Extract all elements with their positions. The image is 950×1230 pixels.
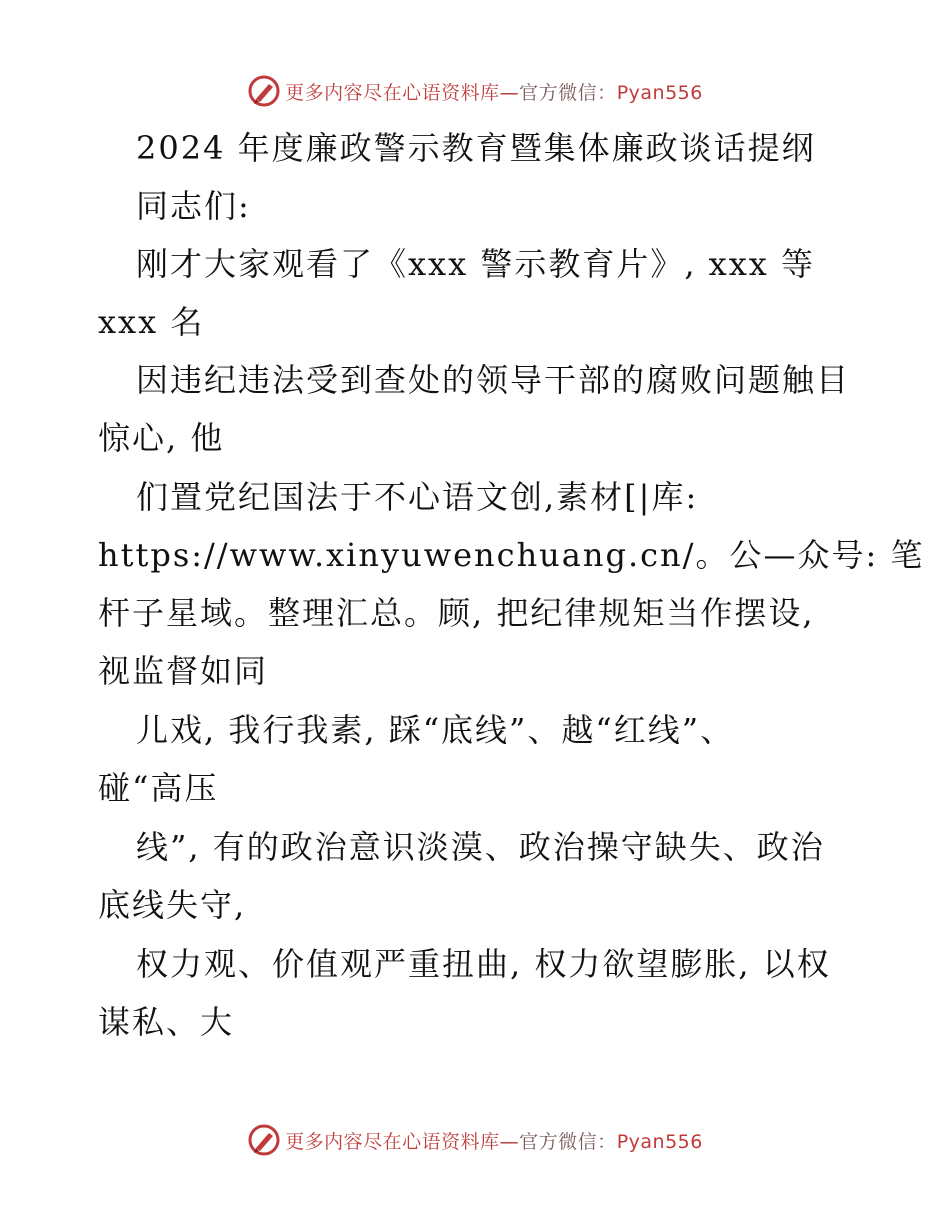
body-line-8: 杆子星域。整理汇总。顾, 把纪律规矩当作摆设, [98, 594, 815, 632]
pen-logo-icon [247, 1123, 281, 1157]
body-line-11: 碰“高压 [98, 769, 219, 807]
body-line-6: 们置党纪国法于不心语文创,素材[|库: [136, 478, 699, 516]
body-line-10: 儿戏, 我行我素, 踩“底线”、越“红线”、 [136, 711, 735, 749]
header-dash: — [499, 81, 520, 104]
body-line-2: 刚才大家观看了《xxx 警示教育片》, xxx 等 [136, 245, 815, 283]
body-line-1: 同志们: [136, 187, 251, 225]
body-line-12: 线”, 有的政治意识淡漠、政治操守缺失、政治 [136, 828, 825, 866]
body-line-4: 因违纪违法受到查处的领导干部的腐败问题触目 [136, 361, 851, 399]
header-text-main: 更多内容尽在心语资料库 [285, 81, 500, 104]
footer-wechat-handle: Pyan556 [616, 1130, 703, 1153]
header-banner [0, 71, 950, 111]
body-line-9: 视监督如同 [98, 652, 269, 690]
footer-banner [0, 1120, 950, 1160]
body-line-13: 底线失守, [98, 886, 247, 924]
footer-dash: — [499, 1130, 520, 1153]
footer-text [285, 1127, 703, 1154]
pen-logo-icon [247, 74, 281, 108]
body-line-14: 权力观、价值观严重扭曲, 权力欲望膨胀, 以权 [136, 945, 831, 983]
body-line-15: 谋私、大 [98, 1003, 235, 1041]
body-line-7: https://www.xinyuwenchuang.cn/。公—众号: 笔 [98, 536, 925, 574]
body-line-5: 惊心, 他 [98, 419, 225, 457]
header-wechat-label: 官方微信： [519, 81, 617, 104]
footer-wechat-label: 官方微信： [519, 1130, 617, 1153]
header-wechat-handle: Pyan556 [616, 81, 703, 104]
footer-text-main: 更多内容尽在心语资料库 [285, 1130, 500, 1153]
document-title: 2024 年度廉政警示教育暨集体廉政谈话提纲 [136, 129, 816, 167]
body-line-3: xxx 名 [98, 303, 205, 341]
header-text [285, 78, 703, 105]
